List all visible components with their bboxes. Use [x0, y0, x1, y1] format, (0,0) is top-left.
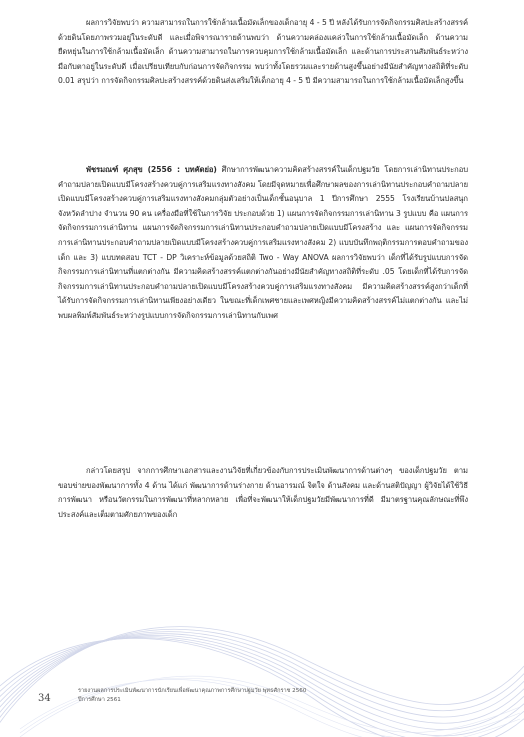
footer-line-1: รายงานผลการประเมินพัฒนาการนักเรียนเพื่อพัฒนาคุณภาพการศึกษาปฐมวัย พุทธศักราช 2560	[78, 688, 307, 694]
paragraph-text: ศึกษาการพัฒนาความคิดสร้างสรรค์ในเด็กปฐมวัย โดยการเล่านิทานประกอบคำถามปลายเปิดแบบมีโครงสร้างควบคู่การเสริมแรงทางสังคม โดยมีจุดหมายเพื่อศึกษาผลของการเล่านิทานประกอบคำถามปลายเปิดแบบมีโครงสร้างควบคู่การเสริมแรงทางสังคมกลุ่มตัวอย่างเป็นเด็กชั้นอนุบาล 1 ปีการศึกษา 2555 โรงเรียนบ้านปลสนุก จังหวัดลำปาง จำนวน 90 คน เครื่องมือที่ใช้ในการวิจัย ประกอบด้วย 1) แผนการจัดกิจกรรมการเล่านิทาน 3 รูปแบบ คือ แผนการจัดกิจกรรมการเล่านิทาน แผนการจัดกิจกรรมการเล่านิทานประกอบคำถามปลายเปิดแบบมีโครงสร้าง และ แผนการจัดกิจกรรมการเล่านิทานประกอบคำถามปลายเปิดแบบมีโครงสร้างควบคู่การเสริมแรงทางสังคม 2) แบบบันทึกพฤติกรรมการตอบคำถามของเด็ก และ 3) แบบทดสอบ TCT - DP วิเคราะห์ข้อมูลด้วยสถิติ Two - Way ANOVA ผลการวิจัยพบว่า เด็กที่ได้รับรูปแบบการจัดกิจกรรมการเล่านิทานที่แตกต่างกัน มีความคิดสร้างสรรค์แตกต่างกันอย่างมีนัยสำคัญทางสถิติที่ระดับ .05 โดยเด็กที่ได้รับการจัดกิจกรรมการเล่านิทานประกอบคำถามปลายเปิดแบบมีโครงสร้างควบคู่การเสริมแรงทางสังคม มีความคิดสร้างสรรค์สูงกว่าเด็กที่ได้รับการจัดกิจกรรมการเล่านิทานเพียงอย่างเดียว ในขณะที่เด็กเพศชายและเพศหญิงมีความคิดสร้างสรรค์ไม่แตกต่างกัน และไม่พบผลพิมพ์สัมพันธ์ระหว่างรูปแบบการจัดกิจกรรมการเล่านิทานกับเพศ	[58, 165, 469, 320]
footer-title	[78, 687, 438, 705]
footer-line-2: ปีการศึกษา 2561	[78, 697, 121, 703]
author-citation: พัชรมณฑ์ ศุภสุข (2556 : บทคัดย่อ)	[86, 165, 217, 174]
paragraph-study-review	[58, 163, 468, 324]
paragraph-text: กล่าวโดยสรุป จากการศึกษาเอกสารและงานวิจัยที่เกี่ยวข้องกับการประเมินพัฒนาการด้านต่างๆ ของเด็กปฐมวัย ตามขอบข่ายของพัฒนาการทั้ง 4 ด้าน ได้แก่ พัฒนาการด้านร่างกาย ด้านอารมณ์ จิตใจ ด้านสังคม และด้านสติปัญญา ผู้วิจัยได้ใช้วิธีการพัฒนา หรือนวัตกรรมในการพัฒนาที่หลากหลาย เพื่อที่จะพัฒนาให้เด็กปฐมวัยมีพัฒนาการที่ดี มีมาตรฐานคุณลักษณะที่พึงประสงค์และเต็มตามศักยภาพของเด็ก	[58, 466, 468, 519]
paragraph-text: ผลการวิจัยพบว่า ความสามารถในการใช้กล้ามเนื้อมัดเล็กของเด็กอายุ 4 - 5 ปี หลังได้รับการจัดกิจกรรมศิลปะสร้างสรรค์ด้วยดินโดยภาพรวมอยู่ในระดับดี และเมื่อพิจารณารายด้านพบว่า ด้านความคล่องแคล่วในการใช้กล้ามเนื้อมัดเล็ก ด้านความยืดหยุ่นในการใช้กล้ามเนื้อมัดเล็ก ด้านความสามารถในการควบคุมการใช้กล้ามเนื้อมัดเล็ก และด้านการประสานสัมพันธ์ระหว่างมือกับตาอยู่ในระดับดี เมื่อเปรียบเทียบกับก่อนการจัดกิจกรรม พบว่าทั้งโดยรวมและรายด้านสูงขึ้นอย่างมีนัยสำคัญทางสถิติที่ระดับ 0.01 สรุปว่า การจัดกิจกรรมศิลปะสร้างสรรค์ด้วยดินส่งเสริมให้เด็กอายุ 4 - 5 ปี มีความสามารถในการใช้กล้ามเนื้อมัดเล็กสูงขึ้น	[58, 18, 468, 86]
page-number: 34	[38, 693, 51, 704]
paragraph-results-summary	[58, 16, 468, 89]
paragraph-conclusion	[58, 464, 468, 522]
